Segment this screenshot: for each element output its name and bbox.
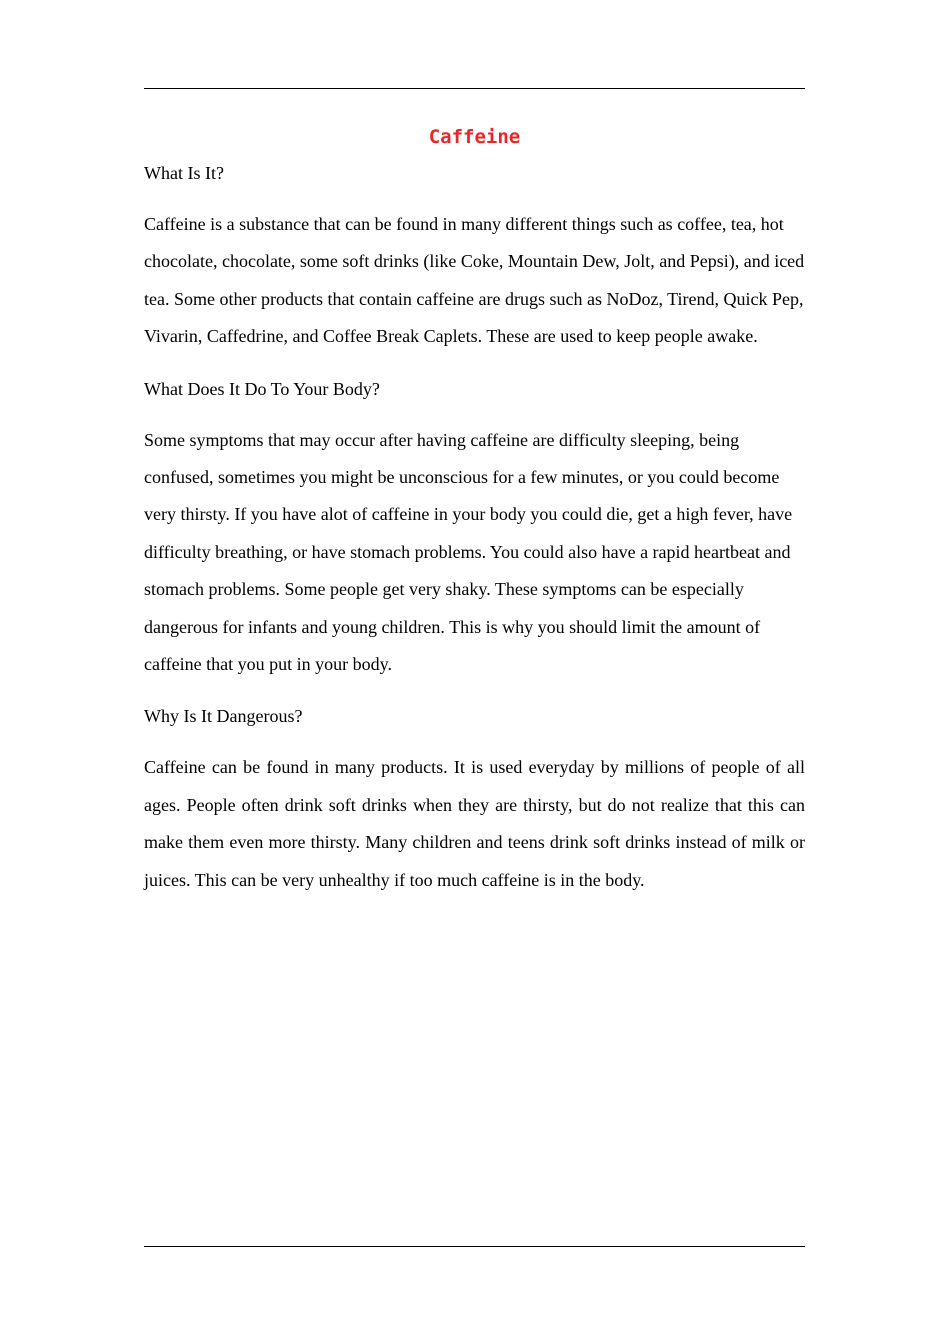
footer-rule xyxy=(144,1246,805,1247)
section-heading: What Does It Do To Your Body? xyxy=(144,378,380,399)
section-body: Some symptoms that may occur after having caffeine are difficulty sleeping, being confused, sometimes you might be unconscious for a few minutes, or you could become very thirsty. If you have alot of caffeine in your body you could die, get a high fever, have difficulty breathing, or have stomach problems. You could also have a rapid heartbeat and stomach problems. Some people get very shaky. These symptoms can be especially dangerous for infants and young children. This is why you should limit the amount of caffeine that you put in your body. xyxy=(144,429,793,675)
section-heading: What Is It? xyxy=(144,163,224,183)
header-rule xyxy=(144,88,805,89)
document-body xyxy=(144,124,805,919)
section-what-is-it xyxy=(144,160,805,356)
section-body: Caffeine is a substance that can be found in many different things such as coffee, tea, hot chocolate, chocolate, some soft drinks (like Coke, Mountain Dew, Jolt, and Pepsi), and iced tea. Some other products that contain caffeine are drugs such as NoDoz, Tirend, Quick Pep, Vivarin, Caffedrine, and Coffee Break Caplets. These are used to keep people awake. xyxy=(144,214,805,347)
section-effects-on-body xyxy=(144,376,805,684)
document-title: Caffeine xyxy=(428,126,521,148)
section-why-dangerous xyxy=(144,703,805,899)
section-heading: Why Is It Dangerous? xyxy=(144,706,303,727)
section-body: Caffeine can be found in many products. It is used everyday by millions of people of all ages. People often drink soft drinks when they are thirsty, but do not realize that this can make them even more thirsty. Many children and teens drink soft drinks instead of milk or juices. This can be very unhealthy if too much caffeine is in the body. xyxy=(144,757,805,890)
